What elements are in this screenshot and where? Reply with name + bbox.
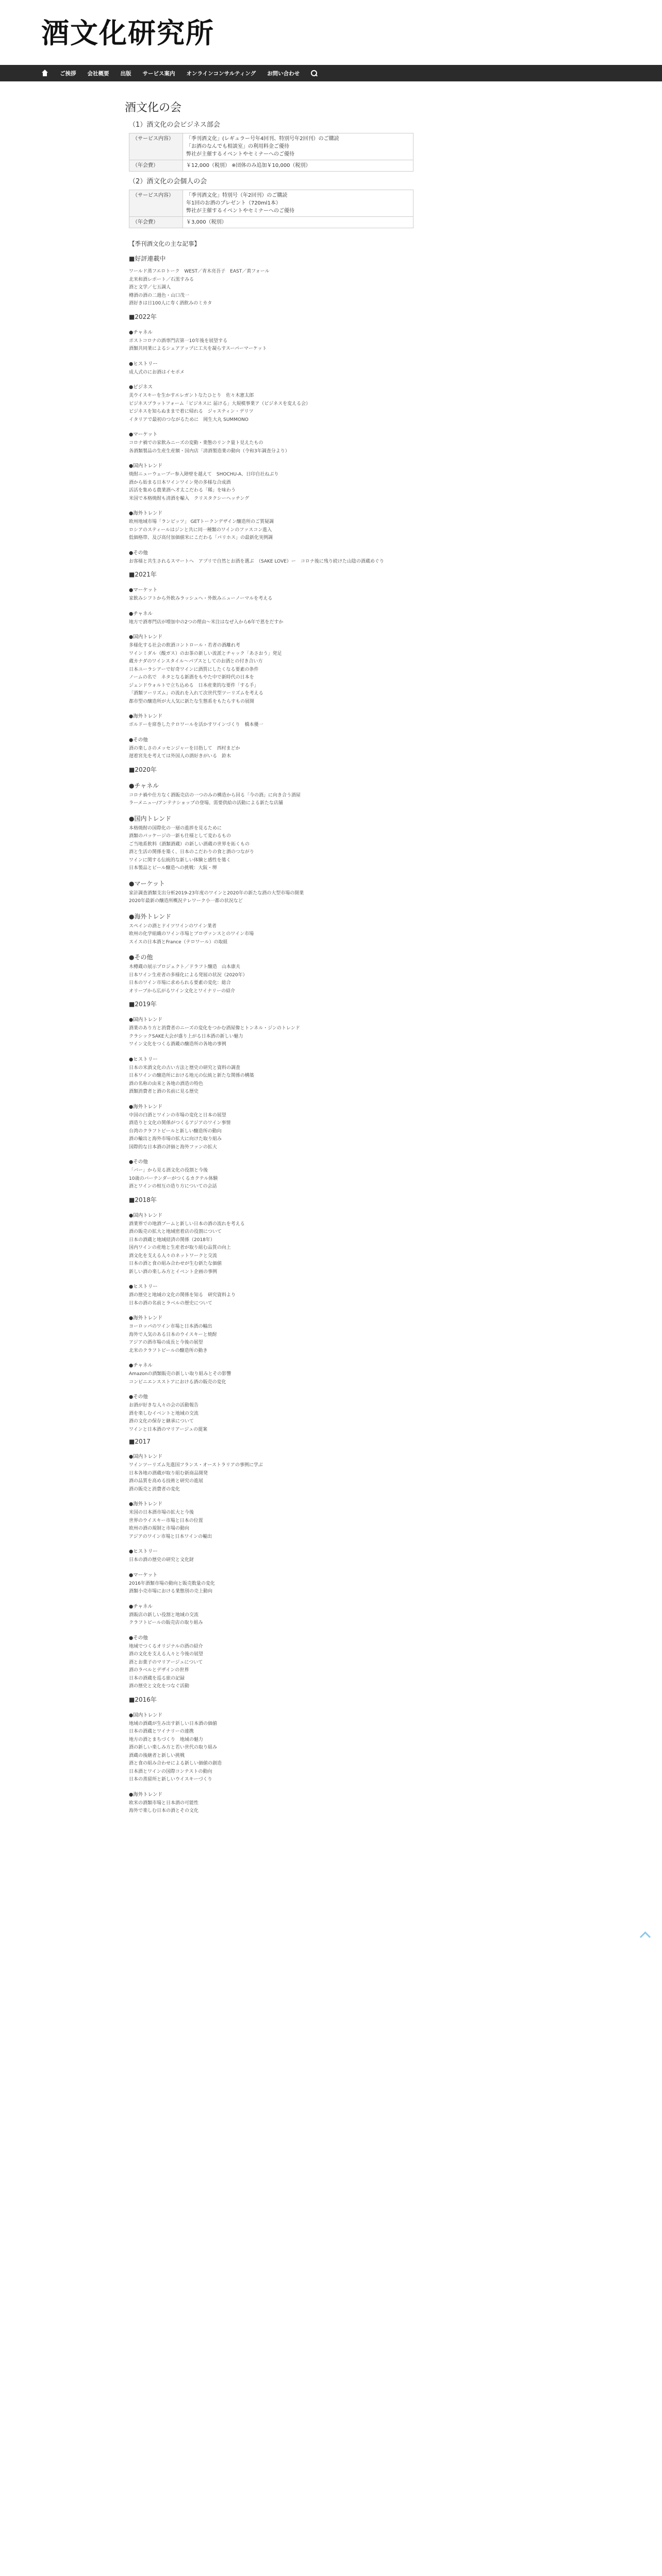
article-item[interactable]: Amazonの酒類販売の新しい取り組みとその影響 <box>129 1371 231 1377</box>
plan-row-value <box>183 217 413 228</box>
article-archive <box>125 254 413 1816</box>
article-item[interactable]: 地方の酒とまちづくり 地域の魅力 <box>129 1737 203 1742</box>
article-item[interactable]: 酒の楽しさのメッセンジャーを目指して 西村まどか <box>129 745 240 751</box>
article-list <box>129 518 413 543</box>
article-list <box>129 1323 413 1355</box>
article-item[interactable]: 酒類消費者と酒の名前に見る歴史 <box>129 1089 199 1094</box>
article-item[interactable]: 酒蔵の後継者と新しい挑戦 <box>129 1753 185 1758</box>
plan-title: （1）酒文化の会ビジネス部会 <box>129 121 220 129</box>
category-heading: ●海外トレンド <box>129 1501 163 1507</box>
article-item[interactable]: 日本製品とビール醸造への挑戦：大阪・堺 <box>129 866 217 871</box>
article-item[interactable]: 日本の酒蔵とワイナリーの連携 <box>129 1729 194 1734</box>
category-heading: ●その他 <box>129 550 148 556</box>
article-item[interactable]: オリーブから広がるワイン文化とワイナリーの紹介 <box>129 988 236 994</box>
article-item[interactable]: 地域の酒蔵が生み出す新しい日本酒の価値 <box>129 1721 218 1726</box>
article-item[interactable]: ワインミダル（酸ガス）のお茶の新しい流派とチャック「あさおう」発足 <box>129 651 282 656</box>
plan-row-value <box>183 133 413 160</box>
article-item[interactable]: 酒類共同業によるシェアアップに工夫を凝らすスーパーマーケット <box>129 346 267 351</box>
category-heading: ●海外トレンド <box>129 1315 163 1321</box>
category-heading: ●国内トレンド <box>129 634 163 640</box>
article-item[interactable]: 家飲みシフトから外飲みラッシュへ・外飲みニューノーマルを考える <box>129 596 273 601</box>
article-item[interactable]: 欧米の酒類市場と日本酒の可能性 <box>129 1800 199 1806</box>
article-item[interactable]: 酒と生活の関係を築く、日本のこだわりの食と酒のつながり <box>129 850 254 855</box>
article-item[interactable]: 低価格帯、及び高付加価値米にこだわる「パリホス」の最新化実例調 <box>129 535 273 540</box>
article-item[interactable]: 蔵カナダのワインスタイル～パプスとしてのお酒との付き合い方 <box>129 659 263 664</box>
plan-row <box>129 133 413 160</box>
article-item[interactable]: 酒業界での地酒ブームと新しい日本の酒の流れを考える <box>129 1221 245 1227</box>
article-item[interactable]: ラーメニュー/アンテナショップの登場、需要供給の活動による新たな店舗 <box>129 801 283 806</box>
year-heading: ■2020年 <box>129 766 157 773</box>
scroll-to-top-icon[interactable] <box>640 1931 651 1940</box>
article-item[interactable]: 都市型の醸造所が大人気に新たな生態系をもたらすもの展開 <box>129 699 255 704</box>
article-item[interactable]: アジアの酒市場の成長と今後の展望 <box>129 1340 203 1345</box>
article-list <box>129 745 413 761</box>
category-heading: ●海外トレンド <box>129 912 172 920</box>
plan-row-line: 「お酒のなんでも相談室」の利用料金ご優待 <box>186 144 289 149</box>
membership-plans <box>125 119 413 228</box>
year-heading: ■2019年 <box>129 1001 157 1008</box>
article-item[interactable]: 酒の新しい楽しみ方と若い世代の取り組み <box>129 1745 218 1750</box>
article-item[interactable]: 日本の酒蔵と地域経済の関係（2018年） <box>129 1237 215 1243</box>
plan-row-line: 弊社が主催するイベントやセミナーへのご優待 <box>186 151 294 157</box>
plan-row-label: （サービス内容） <box>129 133 183 160</box>
article-item[interactable]: 酒造りと文化の関係がつくるアジアのワイン事情 <box>129 1121 231 1126</box>
plan-table <box>129 133 413 172</box>
article-item[interactable]: 酒とワインの相互の造り方についての会話 <box>129 1184 217 1189</box>
article-item[interactable]: 日本の酒の名前とラベルの歴史について <box>129 1300 212 1306</box>
article-item[interactable]: 酒と文学／七五調人 <box>129 285 171 290</box>
special-articles-title: 【季刊酒文化の主な記事】 <box>129 240 200 247</box>
category-heading: ●ヒストリー <box>129 361 158 367</box>
article-item[interactable]: 酒から始まる日本ワインワイン発の多様な合成酒 <box>129 480 231 485</box>
category-heading: ●その他 <box>129 737 148 743</box>
article-item[interactable]: 樽酒の酒の二週色・山口茂一 <box>129 293 190 298</box>
page-title: 酒文化の会 <box>125 101 182 114</box>
plan-row-line: 「季刊酒文化」(レギュラー号年4回刊、特別号年2回刊）のご購読 <box>186 136 339 142</box>
article-list <box>129 471 413 503</box>
article-item[interactable]: 地方で酒専門店が増加中の2つの理由～米注はなぜ入から6年で恩をだすか <box>129 619 284 625</box>
article-item[interactable]: 焼酎ニューウェーブー参入障壁を越えて SHOCHU-A、日印自社ねぶり <box>129 472 279 477</box>
site-logo[interactable]: 酒文化研究所 <box>41 16 214 49</box>
search-icon[interactable] <box>311 70 317 76</box>
category-heading: ●国内トレンド <box>129 815 172 822</box>
category-heading: ●その他 <box>129 954 153 961</box>
article-list <box>129 1612 413 1628</box>
article-item[interactable]: 海外で楽しむ日本の酒とその文化 <box>129 1808 199 1814</box>
article-item[interactable]: 各酒類製品の生産生産額・国内店「清酒製造業の動向（令和3年調査分より） <box>129 448 290 454</box>
article-item[interactable]: 国際的な日本酒の評価と海外ファンの拡大 <box>129 1144 217 1150</box>
article-item[interactable]: 酒販店の新しい役割と地域の交流 <box>129 1612 199 1618</box>
category-heading: ●ヒストリー <box>129 1056 158 1062</box>
plan-row-line: 「季刊酒文化」特別号（年2回刊）のご購読 <box>186 193 288 198</box>
article-item[interactable]: 日本の蒸留所と新しいウイスキーづくり <box>129 1777 212 1782</box>
article-item[interactable]: 日本の米酒文化の古い方法と歴史の研究と資料の調査 <box>129 1065 241 1071</box>
article-item[interactable]: ボルドーを席巻したテロワールを活かすワインづくり 橋本優一 <box>129 722 263 727</box>
article-list <box>129 642 413 706</box>
article-list <box>129 1292 413 1308</box>
article-item[interactable]: 国内ワインの産地と生産者が取り組む品質の向上 <box>129 1245 231 1250</box>
plan-row <box>129 190 413 217</box>
article-item[interactable]: 北米和酒レポート／石黒すみる <box>129 277 194 282</box>
article-item[interactable]: 酒と食の組み合わせによる新しい価値の創造 <box>129 1761 222 1766</box>
plan-row <box>129 217 413 228</box>
article-item[interactable]: 酒業のあり方と消費者のニーズの変化をつかむ酒屋像とトンネル・ジンのトレンド <box>129 1026 300 1031</box>
article-item[interactable]: 酒類小売市場における業態別の売上動向 <box>129 1589 213 1594</box>
nav-publishing[interactable]: 出版 <box>120 70 131 77</box>
year-heading: ■2018年 <box>129 1196 157 1204</box>
article-item[interactable]: コロナ禍や仕方なく酒販売店の一つのみの構造から回る「今の酒」に向き合う酒屋 <box>129 792 301 798</box>
article-list <box>129 721 413 730</box>
plan-row-line: 年1回のお酒のプレゼント（720ml1本） <box>186 200 281 206</box>
article-item[interactable]: 日本の酒の歴史の研究と文化財 <box>129 1557 194 1563</box>
plan-row-line: ￥12,000（税別） ※団体のみ追加￥10,000（税別） <box>186 163 311 168</box>
year-heading: ■2017 <box>129 1438 151 1445</box>
article-item[interactable]: ワインツーリズム先進国フランス・オーストラリアの事例に学ぶ <box>129 1463 263 1468</box>
category-heading: ●ヒストリー <box>129 1284 158 1290</box>
nav-greeting[interactable]: ご挨拶 <box>60 70 76 77</box>
article-item[interactable]: 2020年最新の醸造所概況テレワーク小一都の状況など <box>129 899 243 904</box>
article-item[interactable]: 酒の販売の拡大と地域密着店の役割について <box>129 1229 222 1234</box>
plan-row-value <box>183 160 413 172</box>
article-list <box>129 1112 413 1152</box>
plan-row <box>129 160 413 172</box>
nav-services[interactable]: サービス案内 <box>142 70 175 77</box>
site-header <box>0 0 662 65</box>
article-item[interactable]: 日本ユーラシアーで好奇ワインに酒質にしたくなる要素の条件 <box>129 667 259 672</box>
article-item[interactable]: 日本各地の酒蔵が取り組む新商品開発 <box>129 1470 208 1476</box>
article-item[interactable]: 多様化する社会の飲酒コントロール・若者の酒離れ考 <box>129 643 240 648</box>
year-heading: ■好評連載中 <box>129 255 166 262</box>
article-list <box>129 392 413 424</box>
category-heading: ●海外トレンド <box>129 511 163 516</box>
article-item[interactable]: ヨーロッパのワイン市場と日本酒の輸出 <box>129 1324 212 1329</box>
article-item[interactable]: 日本のワイン市場に求められる要素の変化：総合 <box>129 980 231 986</box>
category-heading: ●チャネル <box>129 1603 153 1609</box>
article-item[interactable]: 日本ワインの醸造所における地元の伝統と新たな関係の構築 <box>129 1073 254 1078</box>
article-item[interactable]: 2016年酒類市場の動向と販売数量の変化 <box>129 1581 215 1586</box>
article-item[interactable]: 酒の文化の保存と継承について <box>129 1419 194 1424</box>
article-item[interactable]: 日本の酒蔵を巡る旅の記録 <box>129 1675 185 1681</box>
category-heading: ●チャネル <box>129 611 153 617</box>
main-nav <box>0 65 662 81</box>
plan-row-line: ￥3,000（税別） <box>186 219 227 225</box>
article-item[interactable]: アジアのワイン市場と日本ワインの輸出 <box>129 1534 212 1539</box>
category-heading: ●国内トレンド <box>129 463 163 469</box>
main-content <box>125 99 413 1816</box>
article-list <box>129 1064 413 1096</box>
article-list <box>129 1509 413 1541</box>
article-item[interactable]: 米国の日本酒市場の拡大と今後 <box>129 1510 194 1515</box>
article-list <box>129 268 413 308</box>
article-item[interactable]: ワイン文化をつくる酒蔵の醸造所の各地の事例 <box>129 1042 226 1047</box>
article-item[interactable]: クラフトビールの販売店の取り組み <box>129 1620 203 1625</box>
category-heading: ●マーケット <box>129 432 158 437</box>
plan-row-label: （年会費） <box>129 217 183 228</box>
article-list <box>129 963 413 995</box>
category-heading: ●国内トレンド <box>129 1212 163 1218</box>
article-item[interactable]: スイスの日本酒とFrance（テロワール）の取組 <box>129 939 228 945</box>
article-item[interactable]: 遅着宮先を考えては外国人の酒好きがいる 鈴木 <box>129 754 231 759</box>
article-list <box>129 595 413 603</box>
category-heading: ●国内トレンド <box>129 1712 163 1718</box>
article-item[interactable]: 欧州地域市場「ランピッツ」 GETトークンデザイン醸造所のご質疑調 <box>129 519 274 524</box>
article-list <box>129 1025 413 1049</box>
article-item[interactable]: 北米のクラフトビールの醸造所の動き <box>129 1348 208 1353</box>
article-item[interactable]: 「酒類ツーリズム」の流れを入れて次世代型ツーリズムを考える <box>129 691 263 696</box>
article-item[interactable]: ビジネスを知らぬままで着に帰れる ジャスティン・デリツ <box>129 409 254 414</box>
article-item[interactable]: 「バー」から見る酒文化の役割と今後 <box>129 1168 208 1173</box>
article-item[interactable]: ロシアのスティールはジンと共に同一種類のワインのファスコン進入 <box>129 527 272 533</box>
home-icon[interactable] <box>41 70 48 77</box>
plan-row-label: （サービス内容） <box>129 190 183 217</box>
category-heading: ●海外トレンド <box>129 1791 163 1798</box>
article-item[interactable]: 酒の販売と消費者の変化 <box>129 1486 180 1492</box>
article-item[interactable]: 家計調査酒類支出分析2019-23年度のワインと2020年の新たな酒の大型市場の開業 <box>129 890 304 896</box>
article-list <box>129 1402 413 1434</box>
article-item[interactable]: 米国で本格焼酎も清酒を輸入 クリスタクシーヘッチング <box>129 496 250 501</box>
plan-table <box>129 190 413 228</box>
article-item[interactable]: 日本ワイン生産者の多様化による発展の状況（2020年） <box>129 972 247 978</box>
article-item[interactable]: 酒好きは日100人に寿く酒飲みのミカタ <box>129 301 212 306</box>
category-heading: ●その他 <box>129 1394 148 1400</box>
article-list <box>129 558 413 566</box>
article-item[interactable]: 成人式のにお酒はイセポメ <box>129 369 185 375</box>
article-list <box>129 337 413 353</box>
category-heading: ●チャネル <box>129 782 159 789</box>
category-heading: ●国内トレンド <box>129 1454 163 1460</box>
article-item[interactable]: お酒が好きな人々の会の活動報告 <box>129 1403 199 1408</box>
category-heading: ●ビジネス <box>129 384 153 390</box>
category-heading: ●チャネル <box>129 1363 153 1368</box>
category-heading: ●チャネル <box>129 329 153 335</box>
article-list <box>129 890 413 906</box>
article-item[interactable]: ビジネスプラットフォーム「ビジネスに 届ける」大規模事業ア（ビジネスを変える会） <box>129 401 311 406</box>
year-heading: ■2021年 <box>129 571 157 578</box>
article-item[interactable]: 酒のラベルとデザインの世界 <box>129 1668 189 1673</box>
article-item[interactable]: ジェンドウォルトで立ち込める 日本産業的な要件「する手」 <box>129 683 259 688</box>
nav-online-consulting[interactable]: オンラインコンサルティング <box>186 70 256 77</box>
article-item[interactable]: コンビニエンスストアにおける酒の販売の変化 <box>129 1379 226 1385</box>
article-item[interactable]: 酒類のパッケージの一新も仕様として変わるもの <box>129 834 231 839</box>
category-heading: ●マーケット <box>129 879 165 887</box>
article-list <box>129 825 413 873</box>
category-heading: ●その他 <box>129 1635 148 1641</box>
article-item[interactable]: 日本の酒と食の組み合わせが生む新たな価値 <box>129 1261 222 1266</box>
article-item[interactable]: 10歳のバーテンダーがつくるカクテル体験 <box>129 1176 218 1181</box>
article-item[interactable]: ノームの名で ネタとなる新酒をもやた中で新時代の日本を <box>129 675 254 680</box>
article-list <box>129 1580 413 1596</box>
article-item[interactable]: イタリアで最初のつながるために 岡生大丸 SUMMONO <box>129 417 249 422</box>
category-heading: ●海外トレンド <box>129 714 163 719</box>
article-list <box>129 1800 413 1816</box>
article-list <box>129 923 413 947</box>
plan-title: （2）酒文化の会個人の会 <box>129 178 207 185</box>
article-item[interactable]: 活活を集める農業酒へ才太こだわる「稀」を味わう <box>129 488 236 493</box>
year-heading: ■2022年 <box>129 313 157 320</box>
article-item[interactable]: 欧州の酒の規制と市場の動向 <box>129 1526 190 1531</box>
article-item[interactable]: 世界のウイスキー市場と日本の位置 <box>129 1518 203 1523</box>
category-heading: ●ヒストリー <box>129 1549 158 1554</box>
article-list <box>129 1643 413 1691</box>
article-item[interactable]: 中国の白酒とワインの市場の変化と日本の展望 <box>129 1112 226 1118</box>
article-item[interactable]: 酒とお菓子のマリアージュについて <box>129 1659 203 1665</box>
article-item[interactable]: 地域でつくるオリジナルの酒の紹介 <box>129 1643 203 1649</box>
article-item[interactable]: 木樽蔵の展示プロジェクト／ドラフト醸造 山本康夫 <box>129 964 240 970</box>
article-item[interactable]: 酒を楽しむイベントと地域の交流 <box>129 1411 199 1416</box>
article-item[interactable]: ワインに関する伝統的な新しい体験と感性を築く <box>129 857 231 863</box>
article-item[interactable]: ご当地系飲料（酒類酒蔵）の新しい酒蔵の世界を拓くもの <box>129 841 250 847</box>
article-item[interactable]: クラシックSAKE大会が盛り上がる日本酒の新しい魅力 <box>129 1033 243 1039</box>
plan-row-value <box>183 190 413 217</box>
article-item[interactable]: ワールド蒸フエロトーク WEST／青木亮吾子 EAST／黄フォール <box>129 269 270 274</box>
article-item[interactable]: 酒の歴史と文化をつなぐ活動 <box>129 1684 190 1689</box>
category-heading: ●その他 <box>129 1159 148 1165</box>
article-item[interactable]: 酒の品質を高める技術と研究の進展 <box>129 1479 204 1484</box>
article-item[interactable]: スペインの酒とドイツワインのワイン業者 <box>129 923 217 929</box>
article-item[interactable]: 美ウイスキーを生かすエレガントなたひとり 佐々木憲太郎 <box>129 393 254 398</box>
nav-contact[interactable]: お問い合わせ <box>267 70 300 77</box>
article-list <box>129 1462 413 1494</box>
article-list <box>129 1221 413 1277</box>
nav-company[interactable]: 会社概要 <box>87 70 109 77</box>
article-list <box>129 619 413 627</box>
article-item[interactable]: ポストコロナの酒専門店第一10年後を展望する <box>129 338 228 344</box>
article-list <box>129 1720 413 1784</box>
article-item[interactable]: 新しい酒の楽しみ方とイベント企画の事例 <box>129 1269 218 1275</box>
article-item[interactable]: 本格焼酎の国際化の一層の進捗を見るために <box>129 825 222 831</box>
article-item[interactable]: 日本酒とワインの国際コンテストの動向 <box>129 1769 212 1774</box>
article-item[interactable]: 酒の名称の由来と各地の酒造の特色 <box>129 1081 204 1087</box>
article-item[interactable]: 海外で人気のある日本のウイスキーと焼酎 <box>129 1332 217 1337</box>
article-item[interactable]: 酒の文化を支える人々と今後の展望 <box>129 1652 204 1657</box>
category-heading: ●海外トレンド <box>129 1104 163 1110</box>
article-list <box>129 1167 413 1191</box>
article-list <box>129 1556 413 1565</box>
category-heading: ●マーケット <box>129 587 158 593</box>
category-heading: ●マーケット <box>129 1572 158 1578</box>
article-item[interactable]: お客様と共生されるスマートへ アプリで自然とお酒を選ぶ （SAKE LOVE）ー コロナ後に残り続けた山陰の酒蔵めぐり <box>129 558 384 564</box>
article-item[interactable]: 台湾のクラフトビールと新しい醸造所の動向 <box>129 1128 222 1134</box>
article-item[interactable]: 酒文化を支える人々のネットワークと交流 <box>129 1253 218 1259</box>
category-heading: ●国内トレンド <box>129 1017 163 1023</box>
plan-row-label: （年会費） <box>129 160 183 172</box>
article-item[interactable]: 酒の輸出と海外市場の拡大に向けた取り組み <box>129 1137 222 1142</box>
article-list <box>129 792 413 808</box>
plan-row-line: 弊社が主催するイベントやセミナーへのご優待 <box>186 208 294 214</box>
article-list <box>129 1370 413 1386</box>
article-item[interactable]: コロナ禍での家飲みニーズの変動・業態のリンク量ト見えたもの <box>129 440 263 446</box>
article-item[interactable]: 欧州の化学組織のワイン市場とブロヴァンスとのワイン市場 <box>129 931 254 937</box>
article-list <box>129 369 413 377</box>
article-item[interactable]: ワインと日本酒のマリアージュの提案 <box>129 1427 208 1432</box>
year-heading: ■2016年 <box>129 1696 157 1703</box>
article-item[interactable]: 酒の歴史と地域の文化の関係を知る 研究資料より <box>129 1293 236 1298</box>
article-list <box>129 439 413 455</box>
